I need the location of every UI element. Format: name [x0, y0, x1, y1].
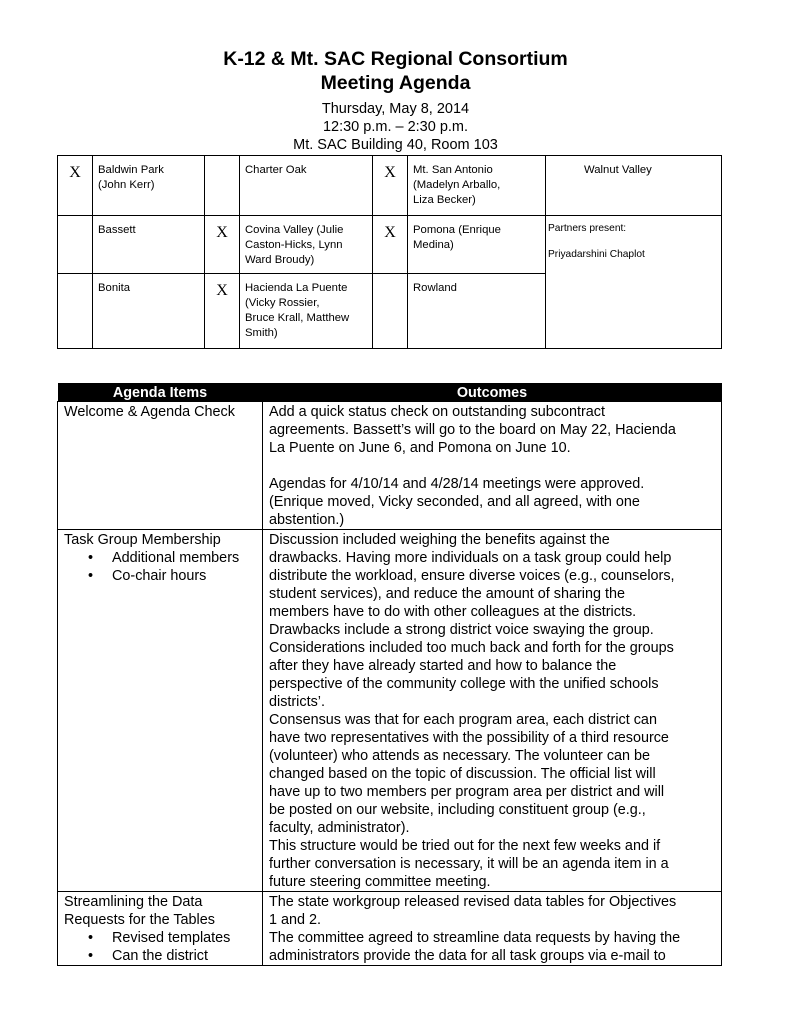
district-cell	[546, 156, 722, 216]
outcome-line: student services), and reduce the amount of sharing the	[269, 586, 625, 602]
district-name-line: Pomona (Enrique	[413, 224, 501, 236]
district-name-line: (John Kerr)	[98, 179, 155, 191]
district-name-line: Bassett	[98, 224, 136, 236]
attendance-mark	[205, 156, 240, 216]
agenda-item-line: Task Group Membership	[64, 532, 221, 548]
agenda-item-line: Streamlining the Data	[64, 894, 203, 910]
outcome-line: have two representatives with the possibility of a third resource	[269, 730, 669, 746]
outcome-line: Drawbacks include a strong district voice swaying the group.	[269, 622, 654, 638]
agenda-table	[57, 383, 722, 966]
agenda-row	[58, 530, 722, 892]
district-name-line: Liza Becker)	[413, 194, 476, 206]
partners-label: Partners present:	[548, 223, 627, 234]
district-name-line: Bruce Krall, Matthew	[245, 312, 350, 324]
district-cell	[93, 156, 205, 216]
district-cell	[240, 156, 373, 216]
attendance-table	[57, 155, 722, 349]
outcome-line: changed based on the topic of discussion. The official list will	[269, 766, 656, 782]
title-line-2: Meeting Agenda	[320, 72, 471, 94]
outcome-line: (Enrique moved, Vicky seconded, and all agreed, with one	[269, 494, 640, 510]
attendance-mark: X	[58, 156, 93, 216]
district-name-line: Smith)	[245, 327, 278, 339]
agenda-item-line: Welcome & Agenda Check	[64, 404, 235, 420]
agenda-header-row	[58, 383, 722, 402]
outcome-line: This structure would be tried out for the next few weeks and if	[269, 838, 661, 854]
outcome-cell	[263, 530, 722, 892]
outcome-line: agreements. Bassett’s will go to the board on May 22, Hacienda	[269, 422, 676, 438]
outcome-line: faculty, administrator).	[269, 820, 410, 836]
attendance-row	[58, 216, 722, 274]
district-name-line: Baldwin Park	[98, 164, 164, 176]
attendance-mark	[58, 274, 93, 349]
outcome-cell	[263, 892, 722, 966]
outcome-line: administrators provide the data for all task groups via e-mail to	[269, 948, 666, 964]
district-cell	[408, 156, 546, 216]
district-cell	[240, 274, 373, 349]
agenda-item-bullets	[64, 549, 258, 585]
outcome-line: future steering committee meeting.	[269, 874, 491, 890]
district-name-line: Rowland	[413, 282, 457, 294]
agenda-row	[58, 892, 722, 966]
district-name-line: (Madelyn Arballo,	[413, 179, 501, 191]
outcome-line: Agendas for 4/10/14 and 4/28/14 meetings were approved.	[269, 476, 645, 492]
paragraph-gap	[269, 457, 717, 475]
column-header-agenda-items: Agenda Items	[58, 383, 263, 402]
district-name-line: Covina Valley (Julie	[245, 224, 344, 236]
district-name-line: (Vicky Rossier,	[245, 297, 320, 309]
title-line-1: K-12 & Mt. SAC Regional Consortium	[223, 48, 568, 70]
district-cell	[93, 274, 205, 349]
agenda-bullet: • Revised templates	[88, 929, 258, 947]
partner-name: Priyadarshini Chaplot	[548, 249, 645, 260]
meeting-details	[0, 100, 791, 154]
outcome-line: further conversation is necessary, it will be an agenda item in a	[269, 856, 669, 872]
agenda-bullet: • Additional members	[88, 549, 258, 567]
agenda-bullet: • Co-chair hours	[88, 567, 258, 585]
outcome-line: be posted on our website, including constituent group (e.g.,	[269, 802, 646, 818]
document-title	[0, 47, 791, 95]
district-name-line: Charter Oak	[245, 164, 307, 176]
district-cell	[240, 216, 373, 274]
attendance-mark: X	[373, 216, 408, 274]
district-cell	[408, 274, 546, 349]
outcome-line: districts’.	[269, 694, 325, 710]
meeting-time: 12:30 p.m. – 2:30 p.m.	[322, 119, 469, 135]
outcome-line: after they have already started and how to balance the	[269, 658, 617, 674]
district-name-line: Bonita	[98, 282, 131, 294]
agenda-item-cell	[58, 530, 263, 892]
outcome-line: drawbacks. Having more individuals on a task group could help	[269, 550, 672, 566]
outcome-line: members have to do with other colleagues at the districts.	[269, 604, 637, 620]
agenda-item-cell	[58, 892, 263, 966]
district-name-line: Medina)	[413, 239, 454, 251]
district-name-line: Caston-Hicks, Lynn	[245, 239, 343, 251]
district-cell	[408, 216, 546, 274]
outcome-line: distribute the workload, ensure diverse voices (e.g., counselors,	[269, 568, 675, 584]
agenda-item-cell	[58, 402, 263, 530]
district-name-line: Ward Broudy)	[245, 254, 315, 266]
attendance-mark	[373, 274, 408, 349]
outcome-line: The committee agreed to streamline data requests by having the	[269, 930, 681, 946]
agenda-row	[58, 402, 722, 530]
outcome-line: Add a quick status check on outstanding subcontract	[269, 404, 605, 420]
outcome-line: Discussion included weighing the benefits against the	[269, 532, 610, 548]
agenda-bullet: • Can the district	[88, 947, 258, 965]
outcome-line: La Puente on June 6, and Pomona on June 10.	[269, 440, 571, 456]
district-name-line: Mt. San Antonio	[413, 164, 493, 176]
outcome-line: abstention.)	[269, 512, 345, 528]
attendance-row	[58, 156, 722, 216]
partners-cell	[546, 216, 722, 349]
district-name-line: Walnut Valley	[584, 164, 652, 176]
attendance-mark: X	[205, 216, 240, 274]
meeting-location: Mt. SAC Building 40, Room 103	[293, 137, 498, 153]
agenda-item-bullets	[64, 929, 258, 965]
district-cell	[93, 216, 205, 274]
outcome-line: have up to two members per program area per district and will	[269, 784, 665, 800]
meeting-date: Thursday, May 8, 2014	[321, 101, 470, 117]
agenda-item-line: Requests for the Tables	[64, 912, 215, 928]
outcome-line: Considerations included too much back and forth for the groups	[269, 640, 674, 656]
outcome-line: Consensus was that for each program area, each district can	[269, 712, 657, 728]
district-name-line: Hacienda La Puente	[245, 282, 348, 294]
outcome-cell	[263, 402, 722, 530]
outcome-line: The state workgroup released revised data tables for Objectives	[269, 894, 677, 910]
outcome-line: (volunteer) who attends as necessary. The volunteer can be	[269, 748, 651, 764]
outcome-line: 1 and 2.	[269, 912, 322, 928]
column-header-outcomes: Outcomes	[263, 383, 722, 402]
attendance-mark: X	[373, 156, 408, 216]
attendance-mark	[58, 216, 93, 274]
outcome-line: perspective of the community college with the unified schools	[269, 676, 659, 692]
attendance-mark: X	[205, 274, 240, 349]
